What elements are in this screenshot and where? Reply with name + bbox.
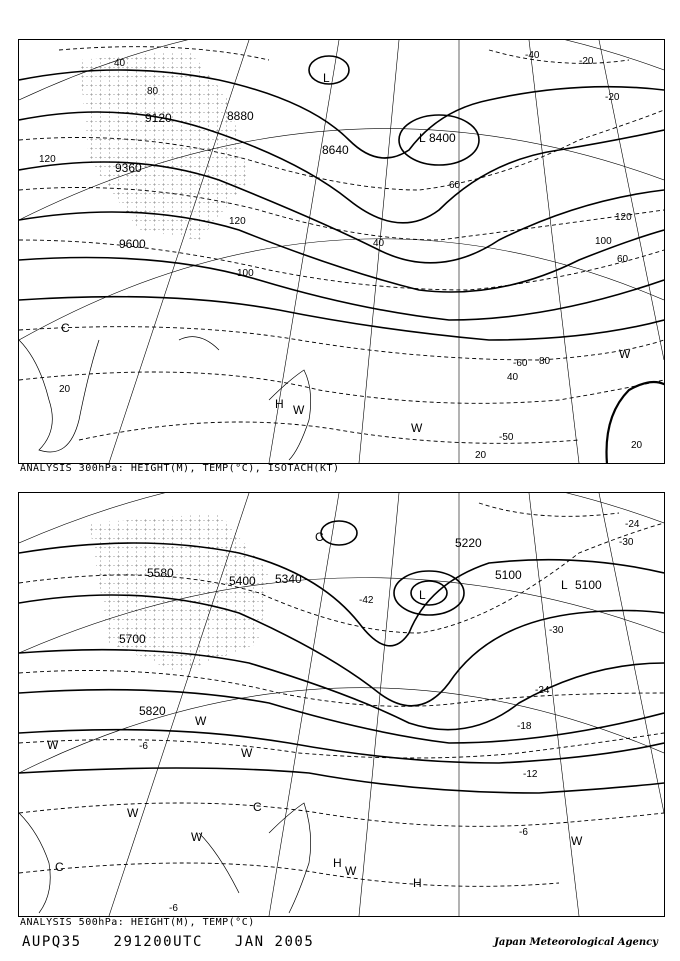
low-symbol: L bbox=[419, 131, 426, 145]
isotach-label: 80 bbox=[539, 356, 551, 367]
height-label: 5580 bbox=[147, 566, 174, 580]
isotach-label: 40 bbox=[114, 58, 126, 69]
high-symbol: H bbox=[275, 397, 284, 411]
isotach-label: 120 bbox=[615, 212, 632, 223]
low-symbol: L bbox=[561, 578, 568, 592]
height-label: 5700 bbox=[119, 632, 146, 646]
warm-symbol: W bbox=[191, 830, 203, 844]
warm-symbol: W bbox=[195, 714, 207, 728]
isotach-label: 80 bbox=[147, 86, 159, 97]
cold-symbol: C bbox=[253, 800, 262, 814]
high-symbol: H bbox=[333, 856, 342, 870]
warm-symbol: W bbox=[571, 834, 583, 848]
coastline bbox=[19, 337, 311, 460]
isotach-label: 20 bbox=[59, 384, 71, 395]
valid-date: JAN 2005 bbox=[234, 934, 315, 950]
cold-symbol: C bbox=[61, 321, 70, 335]
map-300hpa bbox=[18, 39, 665, 464]
warm-symbol: W bbox=[345, 864, 357, 878]
warm-symbol: W bbox=[127, 806, 139, 820]
temp-label: -20 bbox=[579, 56, 594, 67]
temp-label: -40 bbox=[525, 50, 540, 61]
cold-symbol: C bbox=[315, 530, 324, 544]
isotach-label: 100 bbox=[237, 268, 254, 279]
warm-symbol: W bbox=[241, 746, 253, 760]
height-label: 8400 bbox=[429, 131, 456, 145]
height-label: 5820 bbox=[139, 704, 166, 718]
height-label: 8880 bbox=[227, 109, 254, 123]
temp-label: -12 bbox=[523, 769, 538, 780]
height-label: 8640 bbox=[322, 143, 349, 157]
low-symbol: L bbox=[323, 71, 330, 85]
height-label: 5100 bbox=[495, 568, 522, 582]
isotach-label: 40 bbox=[507, 372, 519, 383]
temp-label: -50 bbox=[499, 432, 514, 443]
product-code: AUPQ35 bbox=[22, 934, 82, 950]
map-300hpa-canvas bbox=[19, 40, 664, 463]
height-label: 5220 bbox=[455, 536, 482, 550]
warm-symbol: W bbox=[619, 347, 631, 361]
temp-label: -30 bbox=[619, 537, 634, 548]
isotach-label: 60 bbox=[449, 180, 461, 191]
warm-symbol: W bbox=[47, 738, 59, 752]
temp-label: -24 bbox=[625, 519, 640, 530]
warm-symbol: W bbox=[293, 403, 305, 417]
isotach-label: 20 bbox=[475, 450, 487, 461]
temp-label: -6 bbox=[519, 827, 528, 838]
temp-label: -42 bbox=[359, 595, 374, 606]
coastline bbox=[19, 803, 311, 913]
temp-label: -30 bbox=[549, 625, 564, 636]
height-label: 9120 bbox=[145, 111, 172, 125]
temp-label: -6 bbox=[169, 903, 178, 914]
height-label: 9600 bbox=[119, 237, 146, 251]
height-label: 5340 bbox=[275, 572, 302, 586]
warm-symbol: W bbox=[411, 421, 423, 435]
isotach-label: 120 bbox=[39, 154, 56, 165]
temp-label: -24 bbox=[535, 685, 550, 696]
temp-label: -60 bbox=[513, 358, 528, 369]
temp-label: -20 bbox=[605, 92, 620, 103]
low-symbol: L bbox=[419, 588, 426, 602]
isotach-label: 40 bbox=[373, 238, 385, 249]
height-label: 5100 bbox=[575, 578, 602, 592]
isotach-label: 60 bbox=[617, 254, 629, 265]
height-label: 9360 bbox=[115, 161, 142, 175]
map-500hpa-canvas bbox=[19, 493, 664, 916]
isotach-label: 20 bbox=[631, 440, 643, 451]
valid-time: 291200UTC bbox=[113, 934, 203, 950]
caption-500hpa: ANALYSIS 500hPa: HEIGHT(M), TEMP(°C) bbox=[20, 917, 255, 928]
map-500hpa bbox=[18, 492, 665, 917]
height-label: 5400 bbox=[229, 574, 256, 588]
temp-label: -18 bbox=[517, 721, 532, 732]
chart-identifier bbox=[22, 934, 336, 950]
isotach-label: 120 bbox=[229, 216, 246, 227]
agency-name: Japan Meteorological Agency bbox=[494, 937, 658, 948]
cold-symbol: C bbox=[55, 860, 64, 874]
temp-label: -6 bbox=[139, 741, 148, 752]
caption-300hpa: ANALYSIS 300hPa: HEIGHT(M), TEMP(°C), ISOTACH(KT) bbox=[20, 463, 340, 474]
high-symbol: H bbox=[413, 876, 422, 890]
isotach-label: 100 bbox=[595, 236, 612, 247]
